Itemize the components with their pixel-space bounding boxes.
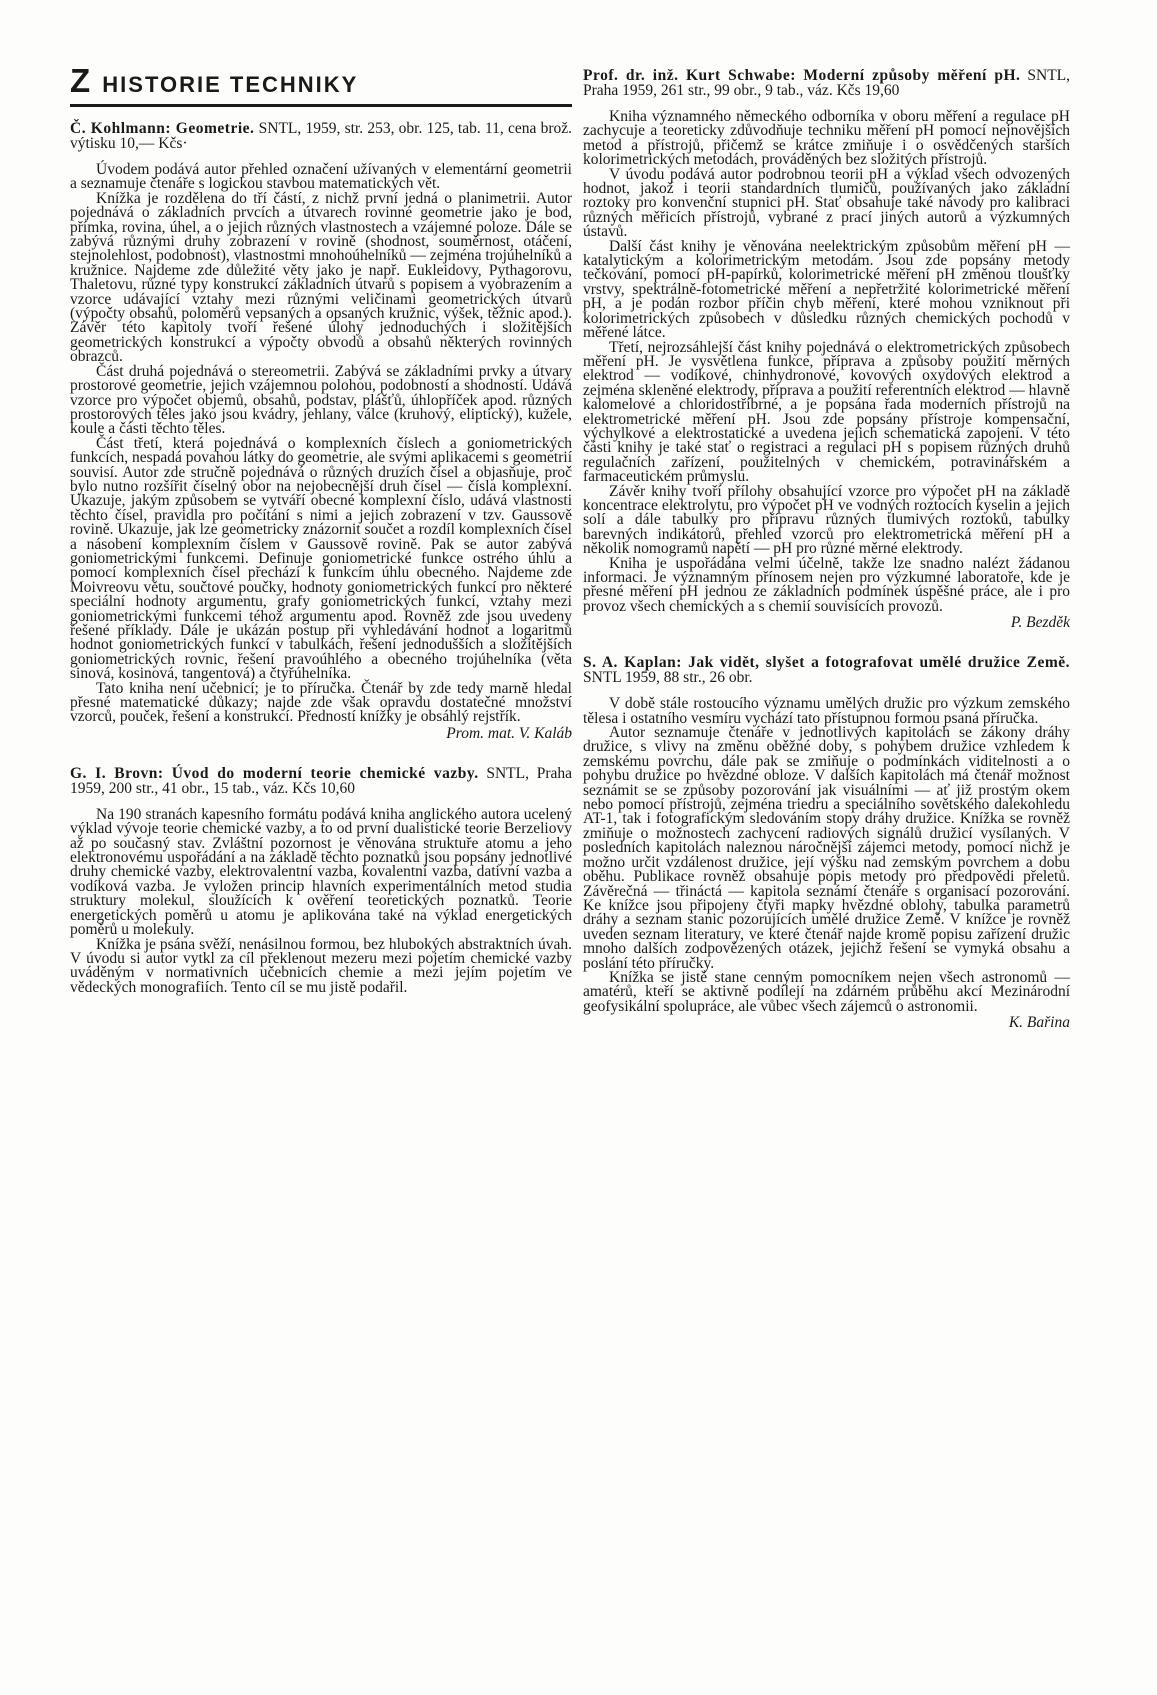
review-paragraph: Autor seznamuje čtenáře v jednotlivých kapitolách se zákony dráhy družice, s vlivy na změnu oběžné doby, s pohybem družice vzhledem k zemskému povrchu, dále pak se zmiňuje o podmínkách viditelnosti a o pohybu družice po hvězdné obloze. V dalších kapitolách má čtenář možnost seznámit se se způsoby pozorování jak visuálními — ať již prostým okem nebo pomocí přístrojů, zejména triedru a speciálního sovětského dalekohledu AT-1, tak i fotografickým sledováním stopy dráhy družice. Knížka se rovněž zmiňuje o možnostech zachycení radiových signálů družicí vysílaných. V posledních kapitolách naleznou náročnější zájemci metody, pomocí nichž je možno určit vzdálenost družice, její výšku nad zemským povrchem a dobu oběhu. Publikace rovněž obsahuje popis metody pro předpovědi přeletů. Závěrečná — třináctá — kapitola seznámí čtenáře s organisací pozorování. Ke knížce jsou připojeny čtyři mapky hvězdné oblohy, tabulka parametrů dráhy a seznam stanic pozorujících umělé družice Země. V knížce je rovněž uveden seznam literatury, ve které čtenář najde kromě popisu zařízení družic mnoho dalších zodpovězených otázek, jejichž řešení se vymyká obsahu a poslání této příručky.: [583, 724, 1070, 972]
book-review: [70, 121, 572, 742]
review-signature: K. Bařina: [1008, 1014, 1070, 1032]
review-paragraph: V době stále rostoucího významu umělých družic pro výzkum zemského tělesa i ostatního vesmíru vychází tato přístupnou formou psaná příručka.: [583, 695, 1070, 727]
review-paragraph: Knížka se jistě stane cenným pomocníkem nejen všech astronomů — amatérů, kteří se aktivně podílejí na zdárném průběhu akcí Mezinárodní geofysikální spolupráce, ale vůbec všech zájemců o astronomii.: [583, 968, 1070, 1015]
review-book-details: SNTL, Praha 1959, 200 str., 41 obr., 15 tab., váz. Kčs 10,60: [70, 764, 573, 797]
left-reviews: [70, 121, 572, 995]
review-paragraph: Tato kniha není učebnicí; je to příručka. Čtenář by zde tedy marně hledal přesné matematické důkazy; najde zde však opravdu dostatečné množství vzorců, pouček, řešení a konstrukcí. Předností knížky je obsáhlý rejstřík.: [70, 679, 572, 726]
review-paragraph: Kniha významného německého odborníka v oboru měření a regulace pH zachycuje a teoreticky zdůvodňuje techniku měření pH pomocí nejnovějších metod a přístrojů, přičemž se krátce zmiňuje i o osvědčených starších kolorimetrických metodách, prováděných bez složitých přístrojů.: [583, 108, 1070, 169]
review-paragraph: Část druhá pojednává o stereometrii. Zabývá se základními prvky a útvary prostorové geometrie, jejich vzájemnou polohou, podobností a shodností. Udává vzorce pro výpočet objemů, obsahů, podstav, plášťů, úhlopříček apod. různých prostorových těles jako jsou kvádry, jehlany, válce (kruhový, eliptický), kužele, koule a části těchto těles.: [70, 362, 572, 438]
book-review: [583, 655, 1070, 1031]
review-book-title: Prof. dr. inž. Kurt Schwabe: Moderní způsoby měření pH.: [583, 67, 1021, 84]
review-paragraph: Kniha je uspořádána velmi účelně, takže lze snadno nalézt žádanou informaci. Je významným přínosem nejen pro výzkumné laboratoře, kde je přesné měření pH jednou ze základních podmínek úspěšné práce, ale i pro provoz všech chemických a s chemií souvisících provozů.: [583, 554, 1070, 615]
review-book-details: SNTL 1959, 88 str., 26 obr.: [583, 669, 753, 687]
review-heading: [70, 121, 572, 151]
review-paragraph: Třetí, nejrozsáhlejší část knihy pojednává o elektrometrických způsobech měření pH. Je vysvětlena funkce, příprava a způsoby použití měrných elektrod — vodíkové, chinhydronové, kovových oxydových elektrod a zejména skleněné elektrody, příprava a použití referentních elektrod — hlavně kalomelové a chloridostříbrné, a je popsána řada moderních přístrojů na elektrometrické měření pH. Jsou zde popsány přístroje kompensační, výchylkové a elektrostatické a uvedena jejich schematická zapojení. V této části knihy je také stať o registraci a regulaci pH s popisem různých druhů regulačních zařízení, použitelných v chemickém, potravinářském a farmaceutickém průmyslu.: [583, 338, 1070, 486]
review-heading: [583, 655, 1070, 685]
review-signature: P. Bezděk: [1010, 614, 1070, 632]
review-paragraph: Úvodem podává autor přehled označení užívaných v elementární geometrii a seznamuje čtenáře s logickou stavbou matematických vět.: [70, 161, 572, 193]
right-column: [583, 68, 1070, 1055]
review-paragraph: Další část knihy je věnována neelektrickým způsobům měření pH — katalytickým a kolorimetrickým metodám. Jsou zde popsány metody tečkování, pomocí pH-papírků, kolorimetrické měření pH změnou tloušťky vrstvy, spektrálně-fotometrické měření a nepřetržité kolorimetrické měření pH, a je podán rozbor příčin chyb měření, které mohou vzniknout při kolorimetrických způsobech v důsledku různých chemických pochodů v měřené látce.: [583, 237, 1070, 342]
review-paragraph: Část třetí, která pojednává o komplexních číslech a goniometrických funkcích, nespadá povahou látky do geometrie, ale svými aplikacemi s geometrií souvisí. Autor zde stručně pojednává o různých druzích čísel a objasňuje, proč bylo nutno rozšířit číselný obor na nejobecnější druh čísel — čísla komplexní. Ukazuje, jakým způsobem se vytváří obecné komplexní číslo, udává vlastnosti těchto čísel, pravidla pro počítání s nimi a jejich zobrazení v tzv. Gaussově rovině. Ukazuje, jak lze geometricky znázornit součet a rozdíl komplexních čísel a násobení komplexním číslem v Gaussově rovině. Pak se autor zabývá goniometrickými funkcemi. Definuje goniometrické funkce ostrého úhlu a pomocí komplexních čísel přechází k funkcím úhlu obecného. Najdeme zde Moivreovu větu, součtové poučky, hodnoty goniometrických funkcí pro některé speciální hodnoty argumentu, grafy goniometrických funkcí, vztahy mezi goniometrickými funkcemi téhož argumentu apod. Rovněž zde jsou uvedeny řešené příklady. Dále je ukázán postup při vyhledávání hodnot a logaritmů hodnot goniometrických funkcí v tabulkách, řešení jednodušších a složitějších goniometrických rovnic, řešení pravoúhlého a obecného trojúhelníka (věta sinová, kosinová, tangentová) a čtyřúhelníka.: [70, 434, 572, 683]
review-book-title: S. A. Kaplan: Jak vidět, slyšet a fotografovat umělé družice Země.: [583, 654, 1070, 672]
review-heading: [583, 68, 1070, 98]
magazine-page: [70, 62, 1071, 1668]
review-book-title: G. I. Brovn: Úvod do moderní teorie chemické vazby.: [70, 764, 479, 782]
left-column: [70, 62, 573, 1019]
review-book-title: Č. Kohlmann: Geometrie.: [70, 120, 255, 137]
review-book-details: SNTL, 1959, str. 253, obr. 125, tab. 11, cena brož. výtisku 10,— Kčs·: [70, 120, 572, 152]
review-paragraph: Závěr knihy tvoří přílohy obsahující vzorce pro výpočet pH na základě koncentrace elektrolytu, pro výpočet pH ve vodných roztocích kyselin a jejich solí a dále tabulky pro přípravu různých tlumivých roztoků, tabulky barevných indikátorů, přehled vzorců pro elektrometrická měření pH a několik nomogramů napětí — pH pro různé měrné elektrody.: [583, 482, 1070, 558]
section-title-text: HISTORIE TECHNIKY: [102, 72, 359, 97]
review-heading: [70, 766, 572, 796]
book-review: [70, 766, 572, 995]
book-review: [583, 68, 1070, 631]
review-paragraph: Knížka je rozdělena do tří částí, z nichž první jedná o planimetrii. Autor pojednává o základních prvcích a útvarech rovinné geometrie jako je bod, přímka, rovina, úhel, a o jejich různých vlastnostech a vzájemné poloze. Dále se zabývá různými druhy zobrazení v rovině (shodnost, souměrnost, otáčení, stejnolehlost, podobnost), vlastnostmi mnohoúhelníků — zejména trojúhelníků a kružnice. Najdeme zde důležité věty jako je např. Eukleidovy, Pythagorovu, Thaletovu, různé typy konstrukcí základních útvarů s popisem a vyobrazením a vzorce udávající vztahy mezi různými veličinami geometrických útvarů (výpočty obsahů, poloměrů vepsaných a opsaných kružnic, výšek, těžnic apod.). Závěr této kapitoly tvoří řešené úlohy jednoduchých i složitějších geometrických konstrukcí a výpočty obvodů a obsahů některých rovinných obrazců.: [70, 189, 572, 366]
review-book-details: SNTL, Praha 1959, 261 str., 99 obr., 9 tab., váz. Kčs 19,60: [583, 67, 1071, 99]
review-paragraph: Na 190 stranách kapesního formátu podává kniha anglického autora ucelený výklad vývoje teorie chemické vazby, a to od první dualistické teorie Berzeliovy až po současný stav. Zvláštní pozornost je věnována struktuře atomu a jeho elektronovému uspořádání a na základě těchto poznatků jsou popsány jednotlivé druhy chemické vazby, elektrovalentní vazba, kovalentní vazba, dativní vazba a vodíková vazba. Je vyložen princip hlavních experimentálních metod studia struktury molekul, sloužících k ověření teoretických poznatků. Teorie energetických poměrů u atomu je aplikována také na výklad energetických poměrů u molekuly.: [70, 805, 572, 939]
review-signature: Prom. mat. V. Kaláb: [446, 724, 572, 742]
review-paragraph: Knížka je psána svěží, nenásilnou formou, bez hlubokých abstraktních úvah. V úvodu si autor vytkl za cíl překlenout mezeru mezi pojetím chemické vazby uváděným v normativních učebnicích chemie a mezi jejím pojetím ve vědeckých monografiích. Tento cíl se mu jistě podařil.: [70, 935, 572, 996]
section-title: [70, 62, 572, 107]
section-title-initial: Z: [70, 62, 91, 99]
review-paragraph: V úvodu podává autor podrobnou teorii pH a výklad všech odvozených hodnot, jakož i teorii standardních tlumičů, používaných jako základní roztoky pro konvenční stupnici pH. Stať obsahuje také návody pro kalibraci různých měřicích přístrojů, vybrané z prací jiných autorů a výzkumných ústavů.: [583, 165, 1070, 241]
